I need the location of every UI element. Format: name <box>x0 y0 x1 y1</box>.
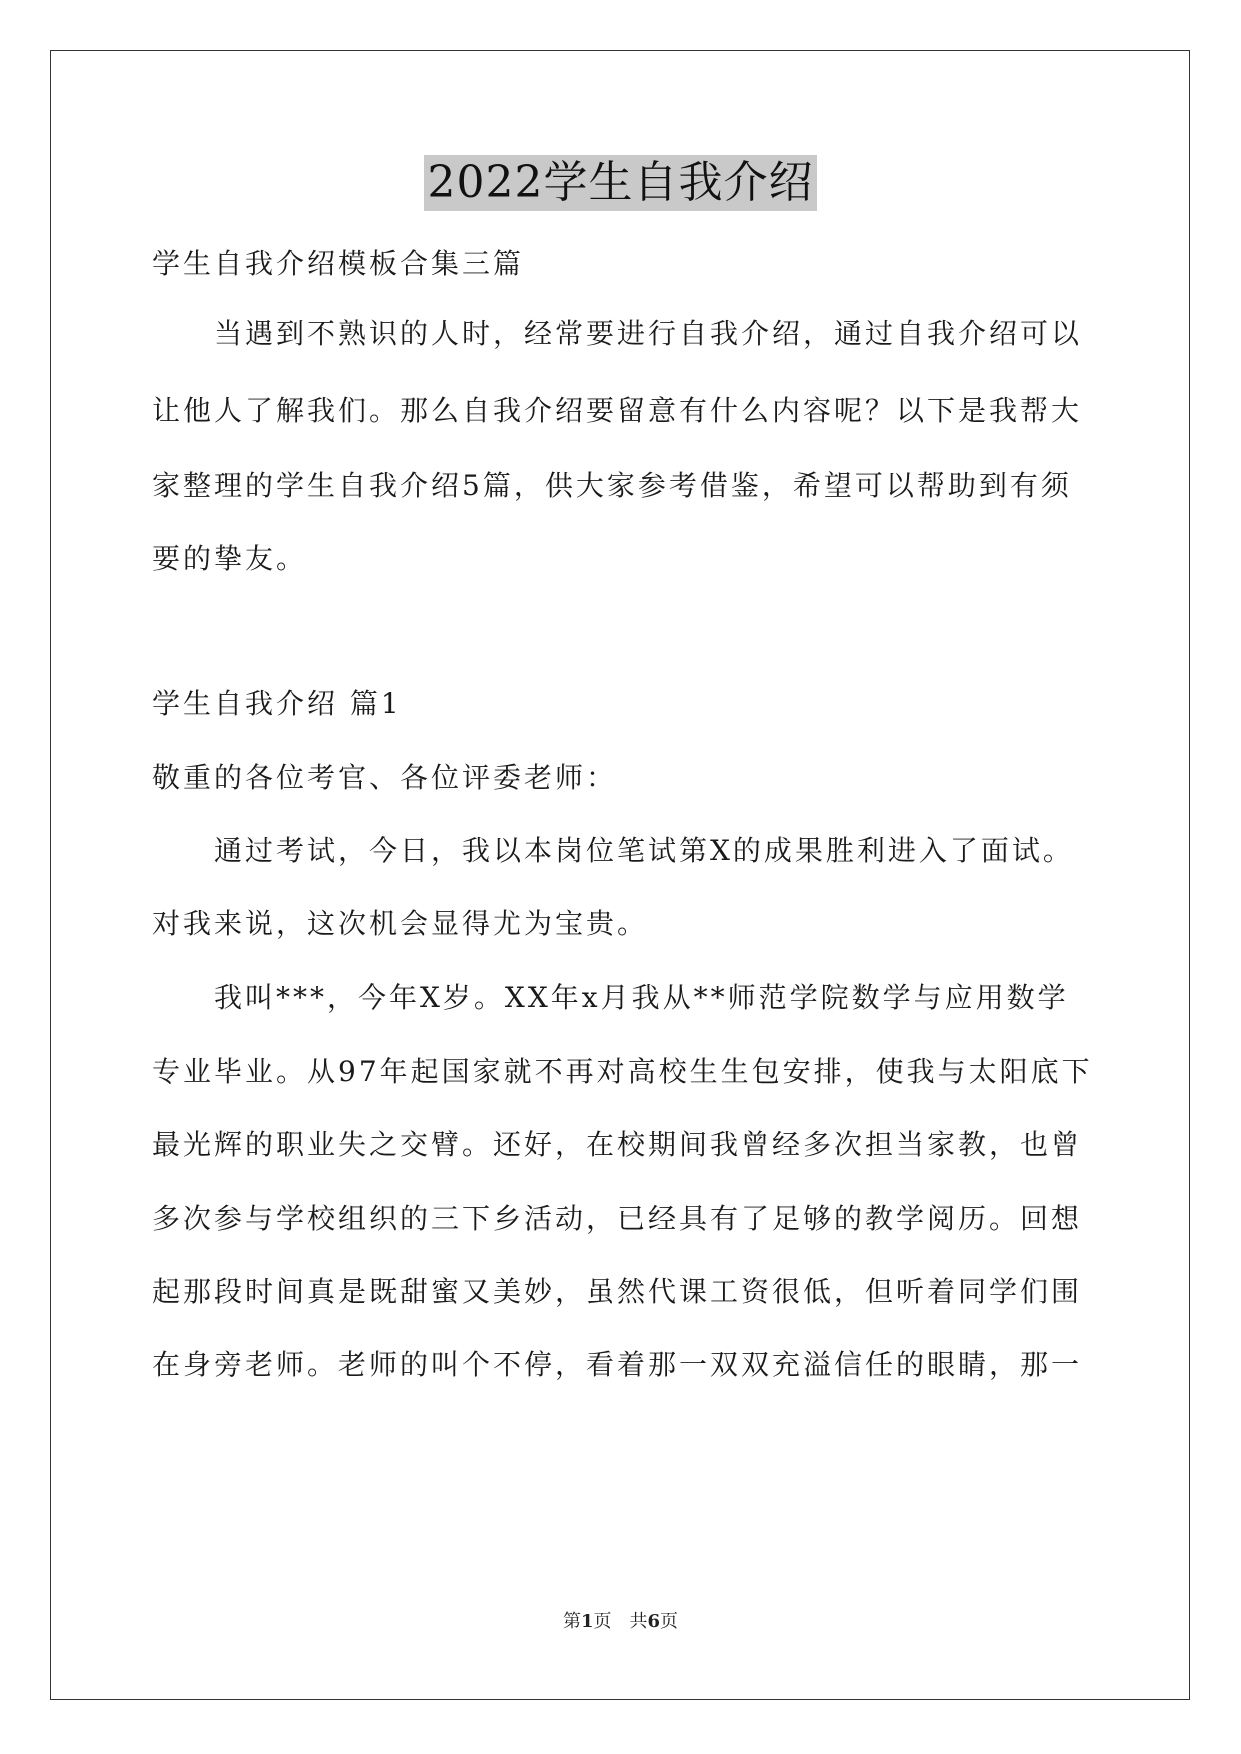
para2-line-6: 在身旁老师。老师的叫个不停，看着那一双双充溢信任的眼睛，那一 <box>152 1348 1083 1381</box>
para2-line-4: 多次参与学校组织的三下乡活动，已经具有了足够的教学阅历。回想 <box>152 1202 1083 1235</box>
page-prefix: 第 <box>562 1611 581 1632</box>
total-prefix: 共 <box>629 1611 648 1632</box>
para1-line-1: 通过考试，今日，我以本岗位笔试第X的成果胜利进入了面试。 <box>214 834 1074 867</box>
intro-line-3: 家整理的学生自我介绍5篇，供大家参考借鉴，希望可以帮助到有须 <box>152 469 1072 502</box>
page-suffix: 页 <box>593 1611 612 1632</box>
page-footer <box>0 1610 1241 1634</box>
document-title: 2022学生自我介绍 <box>424 155 818 211</box>
para2-line-1: 我叫***，今年X岁。XX年x月我从**师范学院数学与应用数学 <box>214 981 1069 1014</box>
para1-line-2: 对我来说，这次机会显得尤为宝贵。 <box>152 907 649 940</box>
section-heading: 学生自我介绍 篇1 <box>152 687 402 720</box>
para2-line-3: 最光辉的职业失之交臂。还好，在校期间我曾经多次担当家教，也曾 <box>152 1128 1083 1161</box>
para2-line-2: 专业毕业。从97年起国家就不再对高校生生包安排，使我与太阳底下 <box>152 1055 1093 1088</box>
intro-line-1: 当遇到不熟识的人时，经常要进行自我介绍，通过自我介绍可以 <box>214 317 1083 350</box>
total-pages-number: 6 <box>647 1611 661 1632</box>
intro-line-2: 让他人了解我们。那么自我介绍要留意有什么内容呢？以下是我帮大 <box>152 394 1083 427</box>
page-border <box>50 50 1190 1700</box>
current-page-number: 1 <box>580 1611 594 1632</box>
document-subtitle: 学生自我介绍模板合集三篇 <box>152 247 525 280</box>
total-suffix: 页 <box>660 1611 679 1632</box>
salutation: 敬重的各位考官、各位评委老师： <box>152 761 618 794</box>
para2-line-5: 起那段时间真是既甜蜜又美妙，虽然代课工资很低，但听着同学们围 <box>152 1275 1083 1308</box>
title-container <box>0 155 1241 211</box>
intro-line-4: 要的挚友。 <box>152 542 308 575</box>
